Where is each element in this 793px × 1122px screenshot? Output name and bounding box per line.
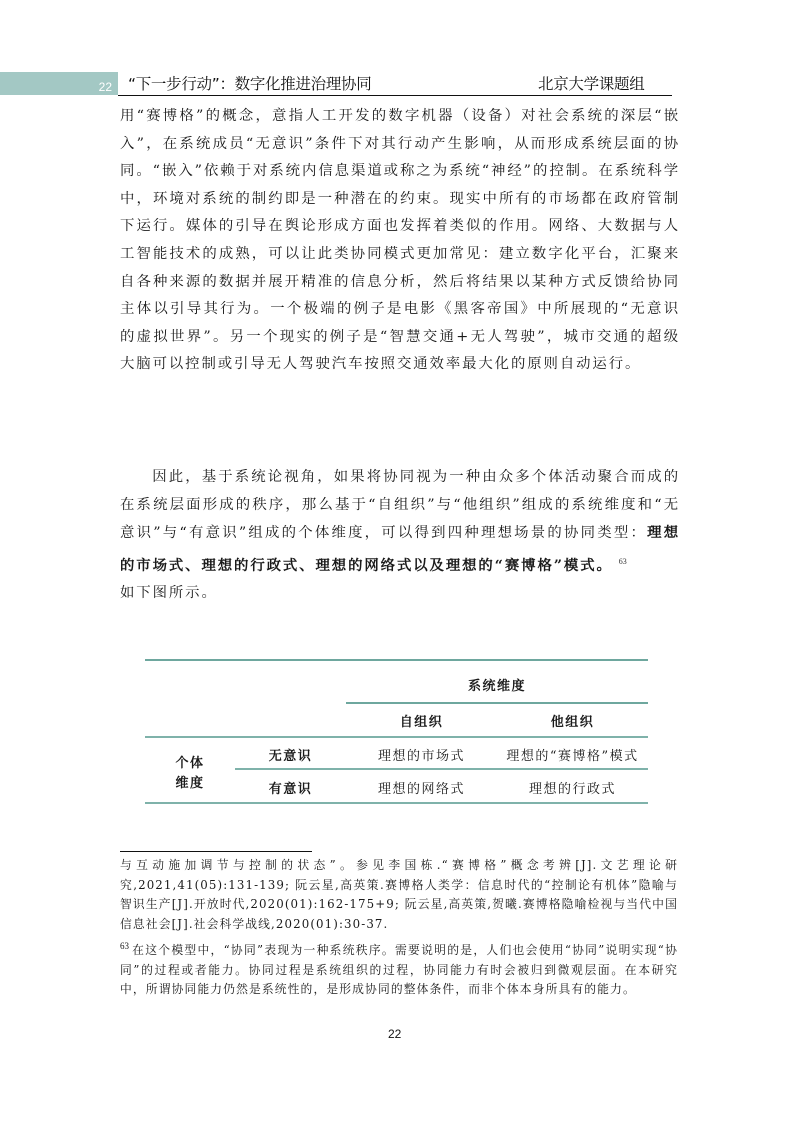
system-dimension-header: 系统维度 <box>467 679 526 694</box>
body-paragraph-2 <box>120 464 680 608</box>
cell-ideal-administrative: 理想的行政式 <box>528 782 616 797</box>
header-page-number: 22 <box>98 80 112 94</box>
cell-ideal-cyborg: 理想的“赛博格”模式 <box>506 749 639 764</box>
column-header-other-organization: 他组织 <box>550 715 595 730</box>
coordination-typology-table <box>145 659 648 803</box>
footnote-63 <box>120 937 678 1000</box>
footnote-separator <box>120 851 312 852</box>
header-page-band <box>0 72 118 95</box>
table-row-rule <box>235 768 648 770</box>
table-bottom-rule <box>145 802 648 804</box>
row-label-conscious: 有意识 <box>268 782 313 797</box>
cell-ideal-market: 理想的市场式 <box>377 749 465 764</box>
table-header-rule <box>145 736 648 738</box>
running-organization: 北京大学课题组 <box>538 75 645 93</box>
individual-dimension-label-line2: 维度 <box>175 776 205 791</box>
footnote-63-number: 63 <box>120 941 129 951</box>
paragraph-2-lead: 因此，基于系统论视角，如果将协同视为一种由众多个体活动聚合而成的在系统层面形成的秩序，那么基于“自组织”与“他组织”组成的系统维度和“无意识”与“有意识”组成的个体维度，可以得到四种理想场景的协同类型： <box>120 469 680 542</box>
individual-dimension-label-line1: 个体 <box>175 756 205 771</box>
body-paragraph-1: 用“赛博格”的概念，意指人工开发的数字机器（设备）对社会系统的深层“嵌入”，在系统成员“无意识”条件下对其行动产生影响，从而形成系统层面的协同。“嵌入”依赖于对系统内信息渠道或称之为系统“神经”的控制。在系统科学中，环境对系统的制约即是一种潜在的约束。现实中所有的市场都在政府管制下运行。媒体的引导在舆论形成方面也发挥着类似的作用。网络、大数据与人工智能技术的成熟，可以让此类协同模式更加常见：建立数字化平台，汇聚来自各种来源的数据并展开精准的信息分析，然后将结果以某种方式反馈给协同主体以引导其行为。一个极端的例子是电影《黑客帝国》中所展现的“无意识的虚拟世界”。另一个现实的例子是“智慧交通+无人驾驶”，城市交通的超级大脑可以控制或引导无人驾驶汽车按照交通效率最大化的原则自动运行。 <box>120 108 680 373</box>
paragraph-2-bold-emphasis: 理想的市场式、理想的行政式、理想的网络式以及理想的“赛博格”模式。 <box>120 524 680 574</box>
footer-page-number: 22 <box>388 1027 402 1041</box>
cell-ideal-network: 理想的网络式 <box>377 782 465 797</box>
row-label-unconscious: 无意识 <box>268 749 313 764</box>
column-header-self-organization: 自组织 <box>399 715 444 730</box>
running-title: “下一步行动”：数字化推进治理协同 <box>128 75 372 93</box>
table-top-rule <box>145 659 648 661</box>
header-rule <box>118 95 672 96</box>
footnote-reference-63[interactable]: 63 <box>618 556 627 566</box>
paragraph-2-tail: 如下图所示。 <box>120 585 218 602</box>
system-dimension-rule <box>346 702 648 704</box>
footnote-63-text: 在这个模型中，“协同”表现为一种系统秩序。需要说明的是，人们也会使用“协同”说明实现“协同”的过程或者能力。协同过程是系统组织的过程，协同能力有时会被归到微观层面。在本研究中，所谓协同能力仍然是系统性的，是形成协同的整体条件，而非个体本身所具有的能力。 <box>120 942 678 997</box>
footnote-continuation: 与互动施加调节与控制的状态”。参见李国栋.“赛博格”概念考辨[J].文艺理论研究,2021,41(05):131-139; 阮云星,高英策.赛博格人类学：信息时代的“控制论有机体”隐喻与智识生产[J].开放时代,2020(01):162-175+9; 阮云星,高英策,贺曦.赛博格隐喻检视与当代中国信息社会[J].社会科学战线,2020(01):30-37. <box>120 858 678 931</box>
